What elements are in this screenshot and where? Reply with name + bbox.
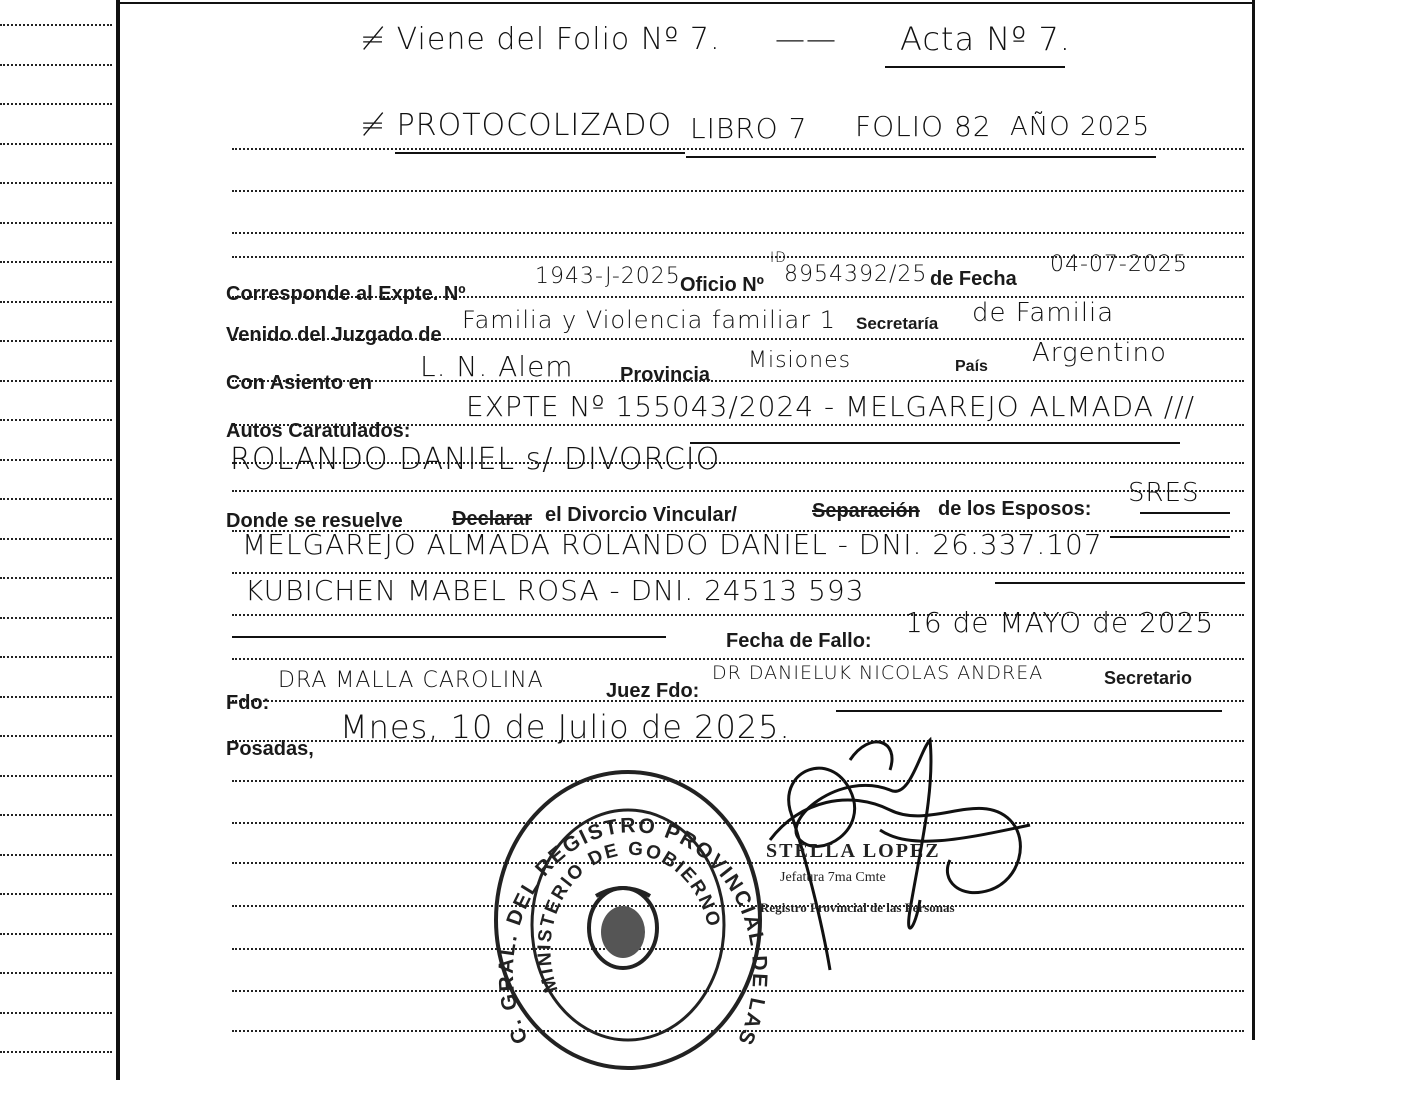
margin-dotted-line: [0, 735, 112, 737]
ruled-dotted-line: [232, 232, 1244, 234]
fdo-label: Fdo:: [226, 692, 270, 714]
margin-dotted-line: [0, 617, 112, 619]
autos-value-2: ROLANDO DANIEL s/ DIVORCIO: [230, 442, 721, 477]
libro-underline: [686, 156, 1156, 158]
margin-dotted-line: [0, 380, 112, 382]
margin-dotted-line: [0, 498, 112, 500]
ruled-dotted-line: [232, 490, 1244, 492]
margin-dotted-line: [0, 24, 112, 26]
ruled-dotted-line: [232, 190, 1244, 192]
declarar-struck: Declarar: [452, 508, 533, 530]
asiento-value: L. N. Alem: [420, 350, 574, 383]
ruled-dotted-line: [232, 700, 1244, 702]
margin-dotted-line: [0, 933, 112, 935]
esposos-label: de los Esposos:: [938, 498, 1092, 520]
margin-dotted-line: [0, 972, 112, 974]
secretario-label: Secretario: [1104, 668, 1193, 688]
fallo-label: Fecha de Fallo:: [726, 630, 872, 652]
libro: LIBRO 7: [690, 112, 808, 145]
esposo-2-underline: [995, 582, 1245, 584]
secretaria-value: de Familia: [972, 298, 1115, 328]
signature-office: Registro Provincial de las Personas: [760, 900, 955, 915]
id-mark: ID: [770, 250, 787, 266]
margin-dotted-line: [0, 64, 112, 66]
margin-dotted-line: [0, 893, 112, 895]
donde-label: Donde se resuelve: [226, 510, 403, 532]
anio: AÑO 2025: [1010, 112, 1151, 142]
signature-name: STELLA LOPEZ: [766, 840, 941, 862]
autos-value-1: EXPTE Nº 155043/2024 - MELGAREJO ALMADA ///: [466, 390, 1196, 423]
divorcio-label: el Divorcio Vincular/: [545, 504, 737, 526]
margin-dotted-line: [0, 459, 112, 461]
acta-number: Acta Nº 7.: [900, 20, 1071, 58]
secretaria-label: Secretaría: [856, 314, 939, 333]
ruled-dotted-line: [232, 148, 1244, 150]
margin-dotted-line: [0, 1051, 112, 1053]
margin-dotted-line: [0, 222, 112, 224]
margin-dotted-line: [0, 301, 112, 303]
autos-underline: [690, 442, 1180, 444]
top-border-line: [120, 2, 1252, 4]
margin-dotted-line: [0, 854, 112, 856]
pais-value: Argentino: [1032, 338, 1167, 368]
acta-underline: [885, 66, 1065, 68]
margin-dotted-line: [0, 182, 112, 184]
juzgado-value: Familia y Violencia familiar 1: [462, 306, 836, 334]
expte-value: 1943-J-2025: [535, 264, 681, 289]
fallo-left-line: [232, 636, 666, 638]
sres-underline: [1140, 512, 1230, 514]
margin-dotted-line: [0, 577, 112, 579]
asiento-label: Con Asiento en: [226, 372, 372, 394]
viene-del-folio: ≠ Viene del Folio Nº 7.: [360, 22, 721, 57]
header-dash: ——: [775, 22, 837, 57]
margin-dotted-line: [0, 340, 112, 342]
signature-title: Jefatura 7ma Cmte: [780, 870, 886, 885]
margin-dotted-line: [0, 538, 112, 540]
esposo-2: KUBICHEN MABEL ROSA - DNI. 24513 593: [245, 574, 865, 607]
folio: FOLIO 82: [855, 110, 992, 143]
right-border-line: [1252, 0, 1255, 1040]
posadas-value: Mnes, 10 de Julio de 2025.: [340, 708, 791, 746]
posadas-underline: [836, 710, 1222, 712]
margin-dotted-line: [0, 775, 112, 777]
margin-dotted-line: [0, 656, 112, 658]
margin-dotted-line: [0, 261, 112, 263]
oficio-value: 8954392/25: [784, 262, 928, 287]
separacion-struck: Separación: [812, 500, 920, 522]
fecha-value: 04-07-2025: [1050, 252, 1188, 277]
stamp-outer-text: C. GRAL. DEL REGISTRO PROVINCIAL LAS: [494, 813, 768, 1050]
oficio-label: Oficio Nº: [680, 274, 764, 296]
juez-value: DR DANIELUK NICOLAS ANDREA: [712, 662, 1044, 684]
margin-dotted-line: [0, 696, 112, 698]
provincia-label: Provincia: [620, 364, 711, 386]
fecha-label: de Fecha: [930, 268, 1017, 290]
coat-of-arms-icon: [589, 888, 657, 968]
fallo-value: 16 de MAYO de 2025: [905, 606, 1215, 639]
posadas-label: Posadas,: [226, 738, 314, 760]
esposo-1: MELGAREJO ALMADA ROLANDO DANIEL - DNI. 26.337.107: [242, 528, 1103, 561]
provincia-value: Misiones: [748, 348, 852, 373]
corresponde-label: Corresponde al Expte. Nº: [226, 283, 466, 305]
ruled-dotted-line: [232, 658, 1244, 660]
ruled-dotted-line: [232, 380, 1244, 382]
svg-text:C. GRAL. DEL REGISTRO PROVINCI: [488, 760, 768, 1050]
autos-label: Autos Caratulados:: [226, 420, 411, 442]
margin-dotted-line: [0, 814, 112, 816]
registry-seal-stamp: [488, 760, 768, 1075]
protocolizado-underline: [395, 152, 685, 154]
protocolizado: ≠ PROTOCOLIZADO: [360, 108, 673, 143]
margin-dotted-line: [0, 143, 112, 145]
stamp-inner-text: MINISTERIO DE GOBIERNO: [534, 838, 725, 996]
pais-label: País: [955, 358, 988, 375]
margin-dotted-line: [0, 419, 112, 421]
left-border-line: [116, 0, 120, 1080]
fdo-value: DRA MALLA CAROLINA: [278, 668, 544, 693]
venido-label: Venido del Juzgado de: [226, 324, 442, 346]
margin-dotted-line: [0, 103, 112, 105]
margin-dotted-line: [0, 1012, 112, 1014]
juez-label: Juez Fdo:: [606, 680, 700, 702]
signature-block: [760, 730, 1060, 980]
esposo-1-underline: [1110, 536, 1230, 538]
sres: SRES: [1128, 478, 1200, 508]
